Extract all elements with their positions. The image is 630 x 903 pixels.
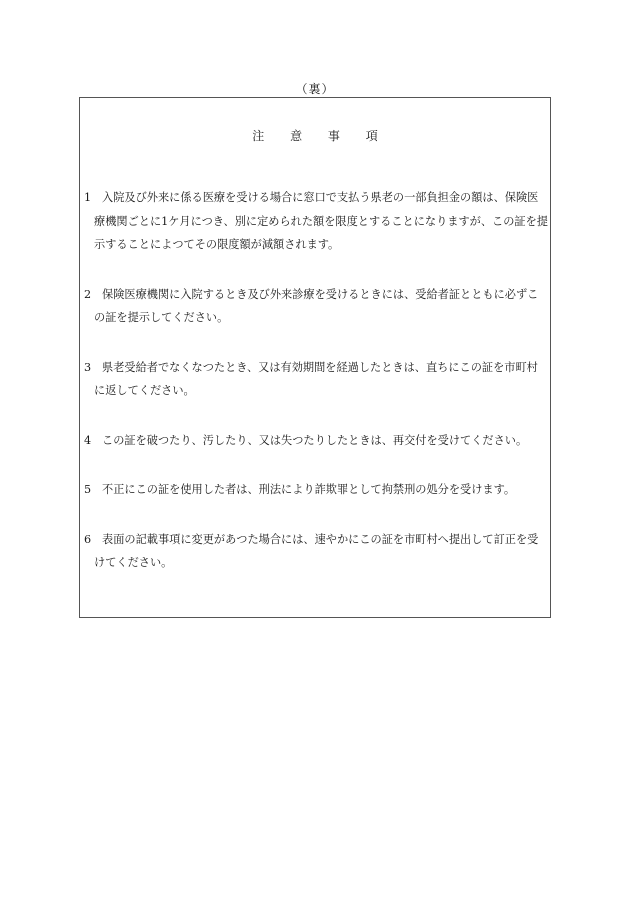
notice-title: 注 意 事 項: [252, 129, 378, 143]
notice-item-number: 6: [84, 532, 92, 546]
notice-item-text: 保険医療機関に入院するとき及び外来診療を受けるときには、受給者証とともに必ずこの証を提示してください。: [94, 287, 539, 324]
notice-item-number: 1: [84, 191, 92, 204]
notice-item-3: [84, 356, 548, 403]
notice-list: [84, 186, 548, 575]
notice-item-number: 3: [84, 360, 92, 374]
notice-item-text: 県老受給者でなくなつたとき、又は有効期間を経過したときは、直ちにこの証を市町村に返してください。: [94, 360, 538, 397]
notice-item-text: この証を破つたり、汚したり、又は失つたりしたときは、再交付を受けてください。: [102, 433, 528, 447]
notice-item-5: [84, 478, 548, 502]
notice-item-4: [84, 429, 548, 453]
page-side-label: （裏）: [295, 82, 335, 96]
notice-item-text: 不正にこの証を使用した者は、刑法により詐欺罪として拘禁刑の処分を受けます。: [102, 483, 516, 496]
notice-item-number: 2: [84, 287, 92, 301]
notice-item-text: 表面の記載事項に変更があつた場合には、速やかにこの証を市町村へ提出して訂正を受けてください。: [94, 532, 539, 569]
notice-item-text: 入院及び外来に係る医療を受ける場合に窓口で支払う県老の一部負担金の額は、保険医療機関ごとに1ケ月につき、別に定められた額を限度とすることになりますが、この証を提示することによつてその限度額が減額されます。: [94, 191, 548, 251]
notice-box: [79, 97, 551, 618]
notice-item-number: 5: [84, 483, 92, 496]
notice-item-number: 4: [84, 433, 92, 447]
notice-item-2: [84, 283, 548, 330]
notice-item-1: [84, 186, 548, 257]
notice-item-6: [84, 528, 548, 575]
